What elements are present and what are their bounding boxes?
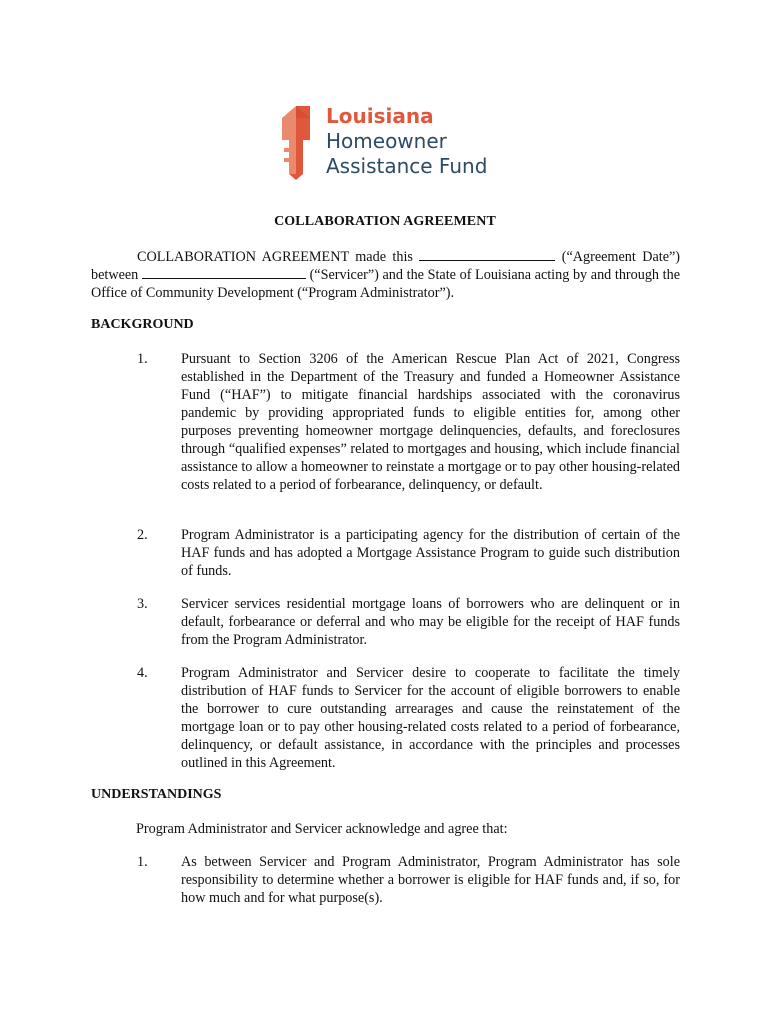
background-item-3: [91, 595, 680, 649]
item-text: Program Administrator and Servicer desire to cooperate to facilitate the timely distribution of HAF funds to Servicer for the account of eligible borrowers to enable the borrower to cure outstanding arrearages and cause the reinstatement of the mortgage loan or to pay other housing-related costs related to a period of forbearance, delinquency, or default assistance, in accordance with the principles and processes outlined in this Agreement.: [181, 665, 680, 771]
agreement-date-blank[interactable]: [419, 248, 555, 261]
program-logo: [280, 104, 510, 184]
item-number: 4.: [137, 665, 148, 681]
understandings-item-1: [91, 853, 680, 907]
item-text: Pursuant to Section 3206 of the American Rescue Plan Act of 2021, Congress established in the Department of the Treasury and funded a Homeowner Assistance Fund (“HAF”) to mitigate financial hardships associated with the coronavirus pandemic by providing appropriated funds to eligible entities for, among other purposes preventing homeowner mortgage delinquencies, defaults, and foreclosures through “qualified expenses” related to mortgages and housing, which include financial assistance to allow a homeowner to reinstate a mortgage or to pay other housing-related costs related to a period of forbearance, delinquency, or default.: [181, 351, 680, 493]
item-text: Program Administrator is a participating agency for the distribution of certain of the HAF funds and has adopted a Mortgage Assistance Program to guide such distribution of funds.: [181, 527, 680, 579]
document-title: COLLABORATION AGREEMENT: [274, 214, 496, 229]
background-item-2: [91, 526, 680, 580]
background-heading: BACKGROUND: [91, 317, 194, 332]
understandings-heading: UNDERSTANDINGS: [91, 787, 222, 802]
item-number: 3.: [137, 596, 148, 612]
item-number: 2.: [137, 527, 148, 543]
servicer-name-blank[interactable]: [142, 266, 306, 279]
background-item-4: [91, 664, 680, 772]
item-text: Servicer services residential mortgage loans of borrowers who are delinquent or in default, forbearance or deferral and who may be eligible for the receipt of HAF funds from the Program Administrator.: [181, 596, 680, 648]
item-text: As between Servicer and Program Administrator, Program Administrator has sole responsibility to determine whether a borrower is eligible for HAF funds and, if so, for how much and for what purpose(s).: [181, 854, 680, 906]
item-number: 1.: [137, 854, 148, 870]
intro-text-3: (“Servicer”) and the State of Louisiana acting by and through the Office of Community Development (“Program Administrator”).: [91, 267, 680, 301]
logo-wordmark: [326, 104, 487, 179]
intro-text-2: (“Agreement Date”) between: [91, 249, 681, 283]
key-house-icon: [280, 104, 312, 180]
logo-line-homeowner: Homeowner: [326, 129, 447, 153]
logo-line-assistance-fund: Assistance Fund: [326, 154, 488, 178]
intro-text-1: COLLABORATION AGREEMENT made this: [137, 249, 413, 265]
background-item-1: [91, 350, 680, 494]
logo-line-louisiana: Louisiana: [326, 104, 434, 128]
intro-paragraph: [91, 248, 680, 302]
item-number: 1.: [137, 351, 148, 367]
understandings-lead: Program Administrator and Servicer acknowledge and agree that:: [136, 821, 508, 837]
